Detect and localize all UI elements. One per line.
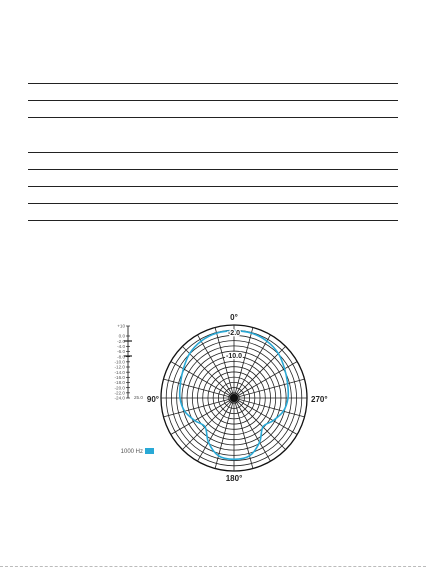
polar-grid-spoke (215, 327, 234, 398)
legend-label: 1000 Hz (120, 449, 143, 455)
scale-tick-label: 0.0 (118, 333, 125, 339)
polar-center-dot (230, 394, 238, 402)
scale-tick-label: -18.0 (114, 380, 125, 386)
scale-tick-label: -20.0 (114, 385, 125, 391)
page-bottom-edge (0, 566, 426, 567)
scale-tick-label: -16.0 (114, 374, 125, 380)
ring-label: -10.0 (226, 353, 242, 361)
angle-label: 90° (146, 395, 159, 404)
scale-tick-label: -4.0 (117, 343, 125, 349)
ring-label: -2.0 (227, 329, 241, 337)
scale-tick-label: -10.0 (114, 359, 125, 365)
polar-grid-spoke (234, 327, 253, 398)
scale-tick-label: -6.0 (117, 349, 125, 355)
scale-tick-label: -8.0 (117, 354, 125, 360)
angle-label: 0° (230, 313, 238, 322)
angle-label: 270° (311, 395, 328, 404)
scale-tick-label: -24.0 (114, 395, 125, 401)
polar-grid-spoke (234, 379, 305, 398)
polar-grid-spoke (163, 398, 234, 417)
scale-tick-label: +10 (117, 323, 125, 329)
scale-tick-label: -22.0 (114, 390, 125, 396)
polar-grid-spoke (234, 398, 305, 417)
angle-label: 180° (225, 474, 243, 483)
scale-extra-label: 25.0 (134, 395, 143, 400)
scale-tick-label: -2.0 (117, 338, 125, 344)
scale-tick-label: -14.0 (114, 369, 125, 375)
legend-swatch-0 (145, 448, 154, 454)
polar-grid-spoke (163, 379, 234, 398)
scale-tick-label: -12.0 (114, 364, 125, 370)
